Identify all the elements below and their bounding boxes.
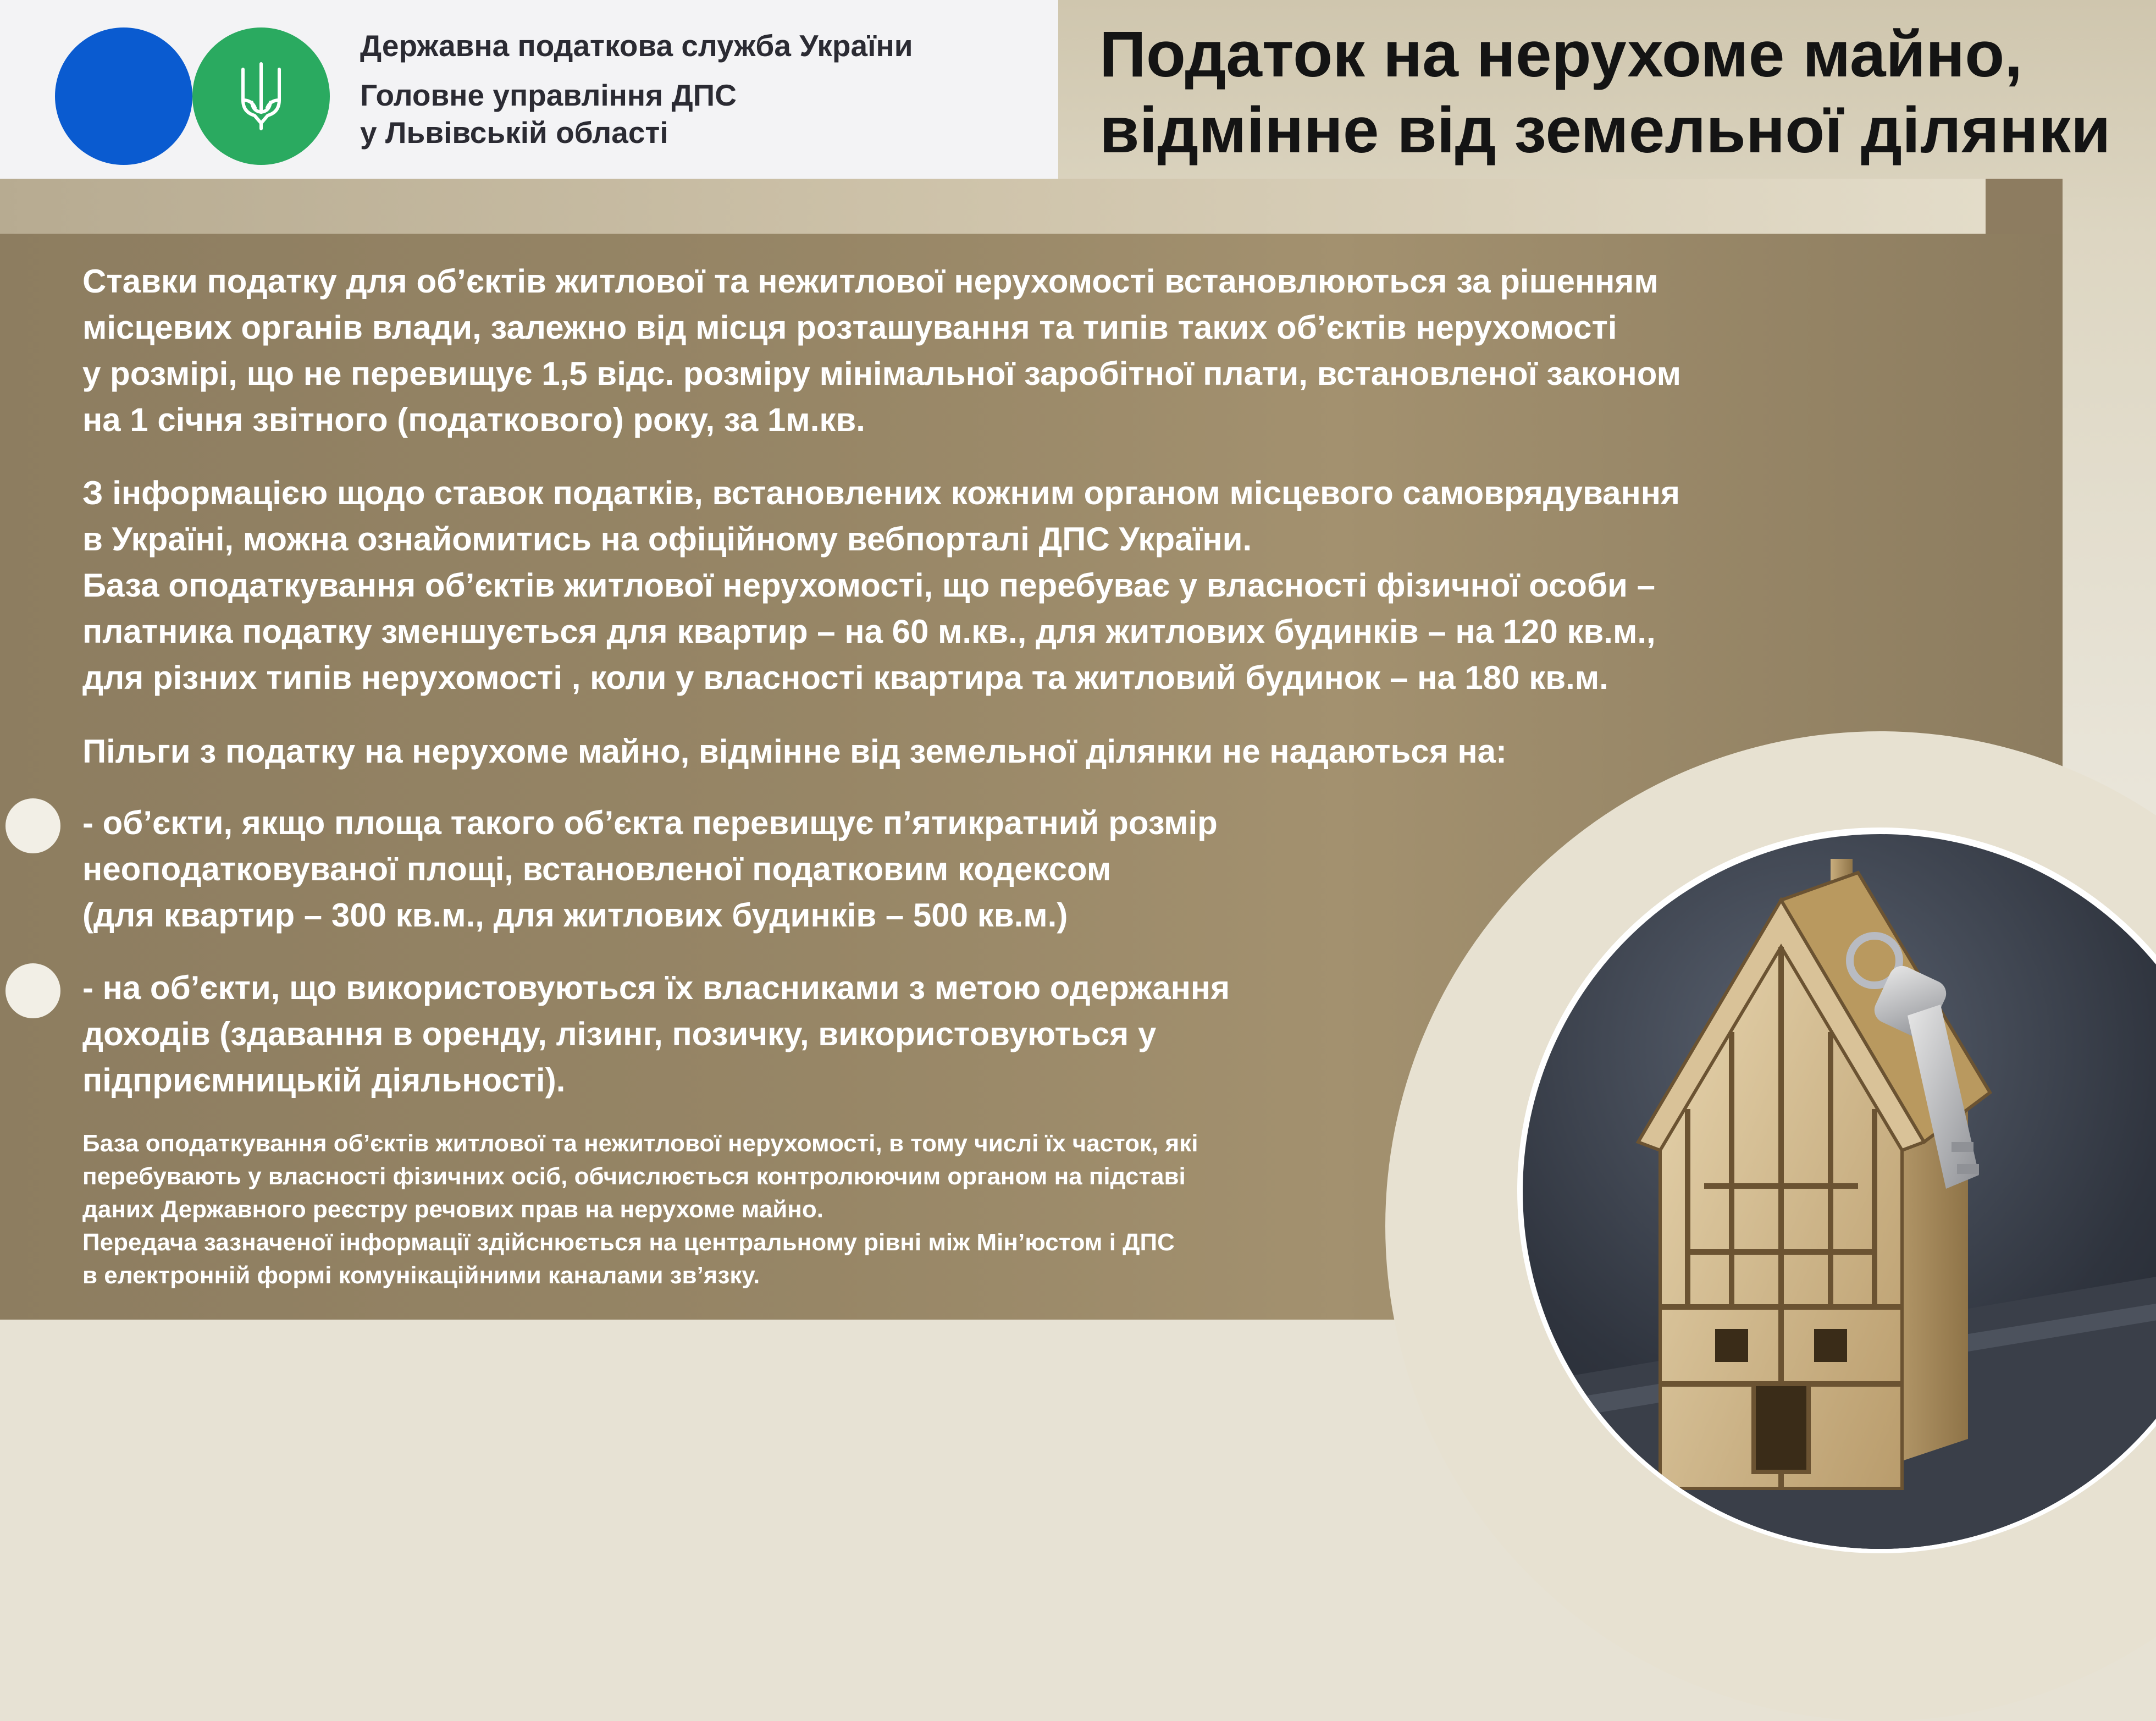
page-title (1099, 16, 2144, 168)
org-region: у Львівській області (360, 115, 668, 150)
text-line: неоподатковуваної площі, встановленої податковим кодексом (82, 851, 1112, 887)
text-line: підприємницькій діяльності). (82, 1062, 566, 1099)
trident-icon (236, 62, 286, 131)
text-line: місцевих органів влади, залежно від місця розташування та типів таких об’єктів нерухомості (82, 309, 1617, 346)
footnote-line: Передача зазначеної інформації здійснюється на центральному рівні між Мін’юстом і ДПС (82, 1229, 1175, 1256)
logo-green-circle (192, 27, 330, 165)
org-name: Державна податкова служба України (360, 29, 913, 63)
text-line: на 1 січня звітного (податкового) року, за 1м.кв. (82, 401, 865, 438)
footnote-line: перебувають у власності фізичних осіб, обчислюється контролюючим органом на підставі (82, 1163, 1186, 1190)
org-department: Головне управління ДПС (360, 78, 737, 112)
text-line: для різних типів нерухомості , коли у власності квартира та житловий будинок – на 180 кв.м. (82, 659, 1608, 696)
text-line: З інформацією щодо ставок податків, встановлених кожним органом місцевого самоврядування (82, 475, 1680, 511)
text-line: доходів (здавання в оренду, лізинг, позичку, використовуються у (82, 1016, 1157, 1052)
text-line: База оподаткування об’єктів житлової нерухомості, що перебуває у власності фізичної особи – (82, 567, 1655, 604)
title-line-1: Податок на нерухоме майно, (1099, 18, 2023, 91)
logo-blue-circle (55, 27, 192, 165)
footnote-line: даних Державного реєстру речових прав на нерухоме майно. (82, 1196, 823, 1223)
title-line-2: відмінне від земельної ділянки (1099, 94, 2111, 167)
footnote-line: База оподаткування об’єктів житлової та нежитлової нерухомості, в тому числі їх часток, які (82, 1130, 1198, 1157)
text-line: Ставки податку для об’єктів житлової та нежитлової нерухомості встановлюються за рішенням (82, 263, 1659, 300)
text-line: - на об’єкти, що використовуються їх власниками з метою одержання (82, 969, 1230, 1006)
footnote-line: в електронній формі комунікаційними каналами зв’язку. (82, 1262, 760, 1289)
text-line: платника податку зменшується для квартир – на 60 м.кв., для житлових будинків – на 120 кв.м., (82, 613, 1656, 650)
bullet-marker-1 (5, 798, 60, 853)
bullet-marker-2 (5, 963, 60, 1018)
text-line: - об’єкти, якщо площа такого об’єкта перевищує п’ятикратний розмір (82, 804, 1218, 841)
text-line: у розмірі, що не перевищує 1,5 відс. розміру мінімальної заробітної плати, встановленої законом (82, 355, 1682, 392)
text-line: в Україні, можна ознайомитись на офіційному вебпорталі ДПС України. (82, 521, 1252, 558)
header-divider-band (0, 179, 1986, 234)
benefits-heading: Пільги з податку на нерухоме майно, відмінне від земельної ділянки не надаються на: (82, 733, 1507, 770)
text-line: (для квартир – 300 кв.м., для житлових будинків – 500 кв.м.) (82, 897, 1068, 934)
panel-corner (1986, 179, 2063, 234)
